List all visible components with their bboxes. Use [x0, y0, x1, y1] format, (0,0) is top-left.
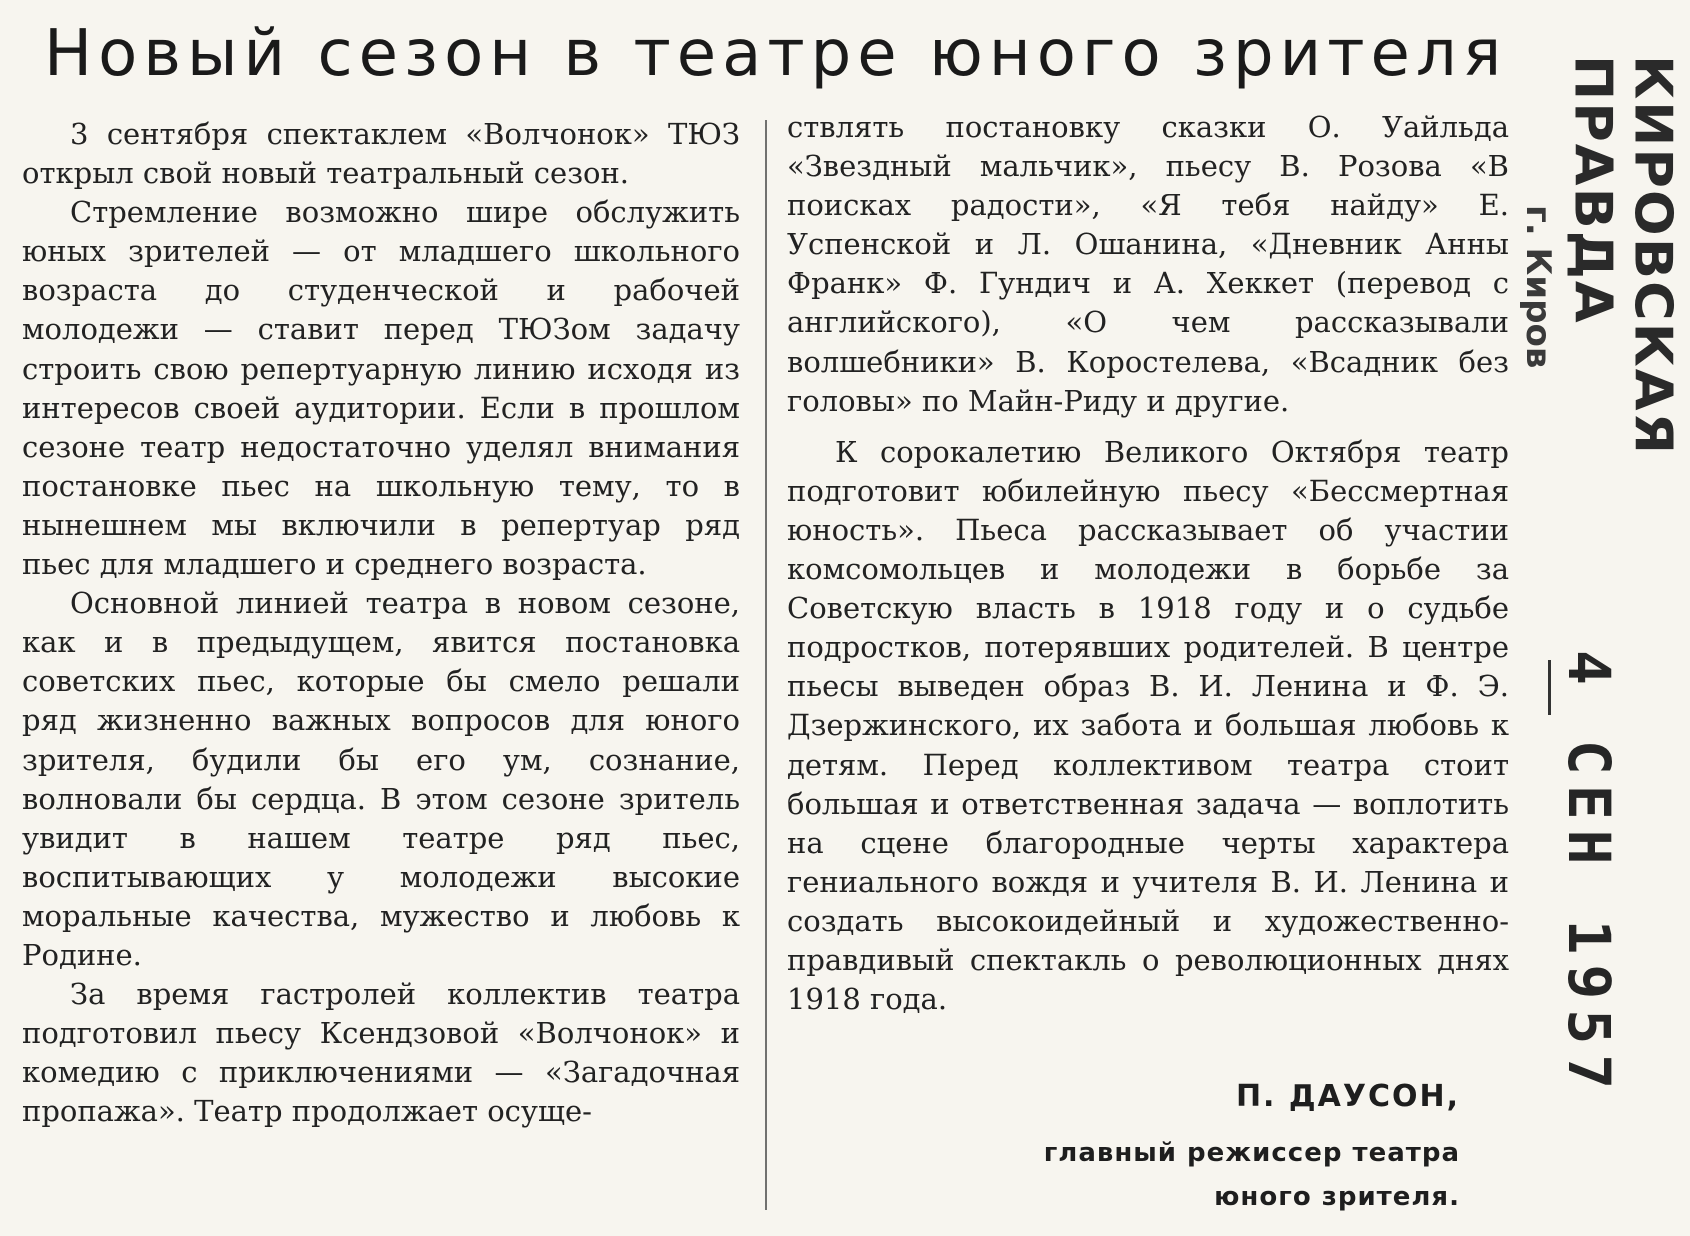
column-divider	[765, 120, 767, 1210]
paragraph-5: ствлять постановку сказки О. Уайльда «Звездный мальчик», пьесу В. Розова «В поисках радости», «Я тебя найду» Е. Успенской и Л. Ошанина, «Дневник Анны Франк» Ф. Гундич и А. Хеккет (перевод с английского), «О чем рассказывали волшебники» В. Коростелева, «Всадник без головы» по Майн-Риду и другие.	[787, 110, 1509, 418]
paragraph-2: Стремление возможно шире обслужить юных зрителей — от младшего школьного возраста до студенческой и рабочей молодежи — ставит перед ТЮЗом задачу строить свою репертуарную линию исходя из интересов своей аудитории. Если в прошлом сезоне театр недостаточно уделял внимания постановке пьес на школьную тему, то в нынешнем мы включили в репертуар ряд пьес для младшего и среднего возраста.	[22, 195, 740, 582]
author-title-line-1: главный режиссер театра	[1043, 1138, 1460, 1168]
author-name: П. ДАУСОН,	[1235, 1079, 1460, 1114]
date-stamp-mark	[1548, 660, 1551, 715]
date-stamp: 4 СЕН 1957	[1555, 650, 1623, 1100]
paragraph-6: К сорокалетию Великого Октября театр подготовит юбилейную пьесу «Бессмертная юность». Пьеса рассказывает об участии комсомольцев и молодежи в борьбе за Советскую власть в 1918 году и о судьбе подростков, потерявших родителей. В центре пьесы выведен образ В. И. Ленина и Ф. Э. Дзержинского, их забота и большая любовь к детям. Перед коллективом театра стоит большая и ответственная задача — воплотить на сцене благородные черты характера гениального вождя и учителя В. И. Ленина и создать высокоидейный и художественно-правдивый спектакль о революционных днях 1918 года.	[787, 434, 1509, 1017]
author-signature	[900, 1075, 1460, 1219]
paragraph-3: Основной линией театра в новом сезоне, как и в предыдущем, явится постановка советских пьес, которые бы смело решали ряд жизненно важных вопросов для юного зрителя, будили бы его ум, сознание, волновали бы сердца. В этом сезоне зритель увидит в нашем театре ряд пьес, воспитывающих у молодежи высокие моральные качества, мужество и любовь к Родине.	[22, 586, 740, 972]
city-stamp: г. Киров	[1518, 205, 1558, 369]
author-title-line-2: юного зрителя.	[1214, 1182, 1460, 1212]
paragraph-1: 3 сентября спектаклем «Волчонок» ТЮЗ открыл свой новый театральный сезон.	[22, 117, 740, 191]
newspaper-name-stamp	[1540, 55, 1683, 575]
paragraph-4: За время гастролей коллектив театра подготовил пьесу Ксендзовой «Волчонок» и комедию с приключениями — «Загадочная пропажа». Театр продолжает осуще-	[22, 977, 740, 1129]
article-right-column	[787, 108, 1509, 1019]
article-left-column	[22, 115, 740, 1131]
newspaper-name: КИРОВСКАЯ ПРАВДА	[1563, 55, 1683, 457]
article-headline: Новый сезон в театре юного зрителя	[44, 17, 1508, 91]
